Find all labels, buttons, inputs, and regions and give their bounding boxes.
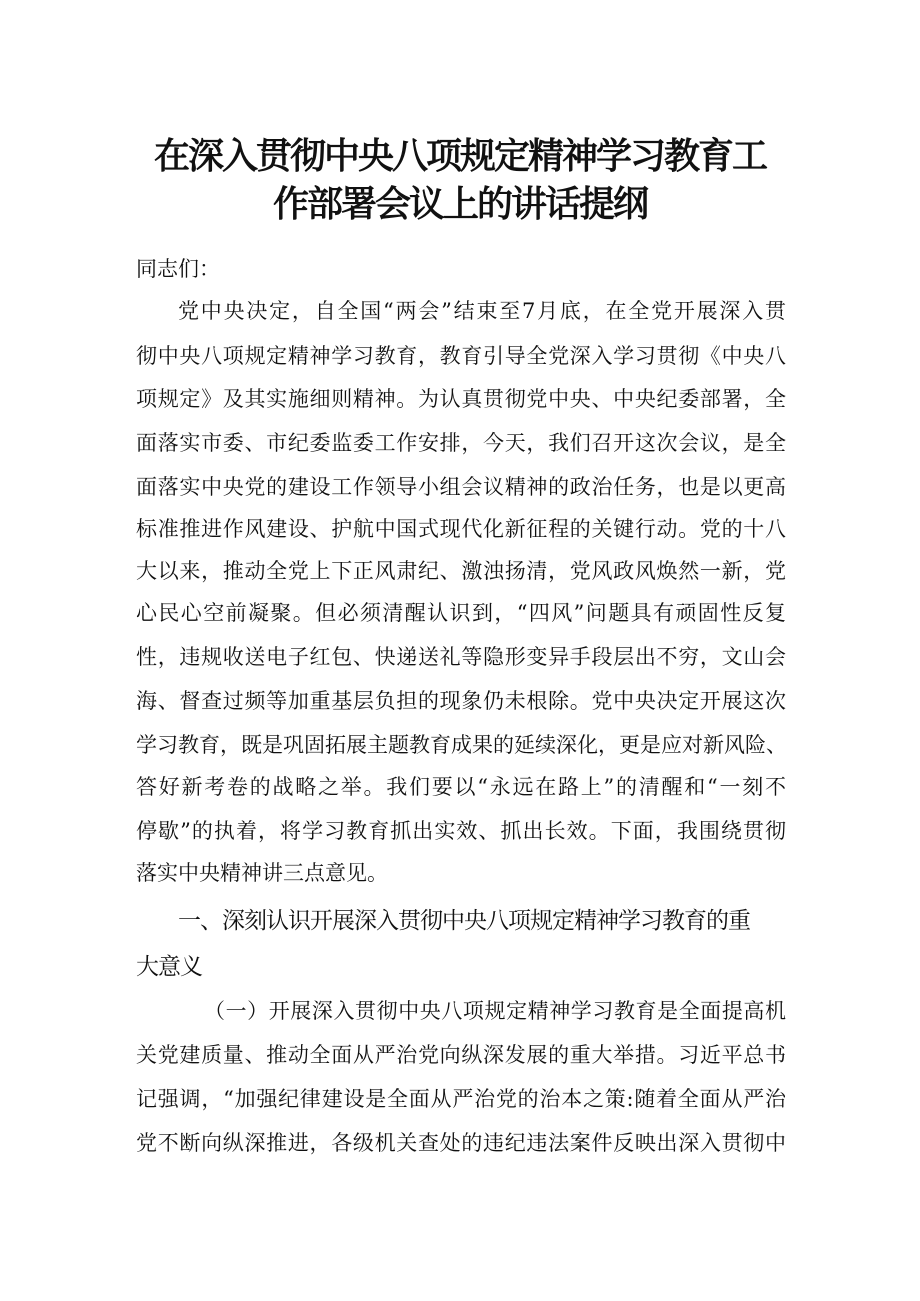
intro-line: 停歇”的执着，将学习教育抓出实效、抓出长效。下面，我围绕贯彻 [136, 819, 786, 843]
document-title-line-2: 作部署会议上的讲话提纲 [272, 184, 647, 225]
intro-line: 面落实中央党的建设工作领导小组会议精神的政治任务，也是以更高 [136, 475, 786, 499]
subsection-line: 关党建质量、推动全面从严治党向纵深发展的重大举措。习近平总书 [136, 1043, 786, 1067]
section-heading-line: 大意义 [136, 954, 202, 980]
intro-line: 答好新考卷的战略之举。我们要以“永远在路上”的清醒和“一刻不 [136, 775, 786, 799]
section-heading-line: 一、深刻认识开展深入贯彻中央八项规定精神学习教育的重 [178, 908, 750, 934]
intro-line: 大以来，推动全党上下正风肃纪、激浊扬清，党风政风焕然一新，党 [136, 559, 786, 583]
intro-line: 面落实市委、市纪委监委工作安排，今天，我们召开这次会议，是全 [136, 431, 786, 455]
intro-line: 党中央决定，自全国“两会”结束至7月底，在全党开展深入贯 [178, 299, 786, 323]
intro-line: 海、督查过频等加重基层负担的现象仍未根除。党中央决定开展这次 [136, 689, 786, 713]
subsection-line: 记强调，“加强纪律建设是全面从严治党的治本之策:随着全面从严治 [136, 1087, 786, 1111]
subsection-line: 党不断向纵深推进，各级机关查处的违纪违法案件反映出深入贯彻中 [136, 1131, 786, 1155]
document-title-line-1: 在深入贯彻中央八项规定精神学习教育工 [153, 136, 766, 177]
intro-line: 性，违规收送电子红包、快递送礼等隐形变异手段层出不穷，文山会 [136, 645, 786, 669]
intro-line: 心民心空前凝聚。但必须清醒认识到，“四风”问题具有顽固性反复 [136, 601, 786, 625]
intro-line: 彻中央八项规定精神学习教育，教育引导全党深入学习贯彻《中央八 [136, 344, 786, 368]
salutation: 同志们： [136, 257, 220, 281]
intro-line: 落实中央精神讲三点意见。 [136, 861, 388, 885]
intro-line: 项规定》及其实施细则精神。为认真贯彻党中央、中央纪委部署，全 [136, 387, 786, 411]
intro-line: 学习教育，既是巩固拓展主题教育成果的延续深化，更是应对新风险、 [136, 733, 787, 757]
intro-line: 标准推进作风建设、护航中国式现代化新征程的关键行动。党的十八 [136, 517, 786, 541]
subsection-line: （一）开展深入贯彻中央八项规定精神学习教育是全面提高机 [204, 999, 786, 1023]
